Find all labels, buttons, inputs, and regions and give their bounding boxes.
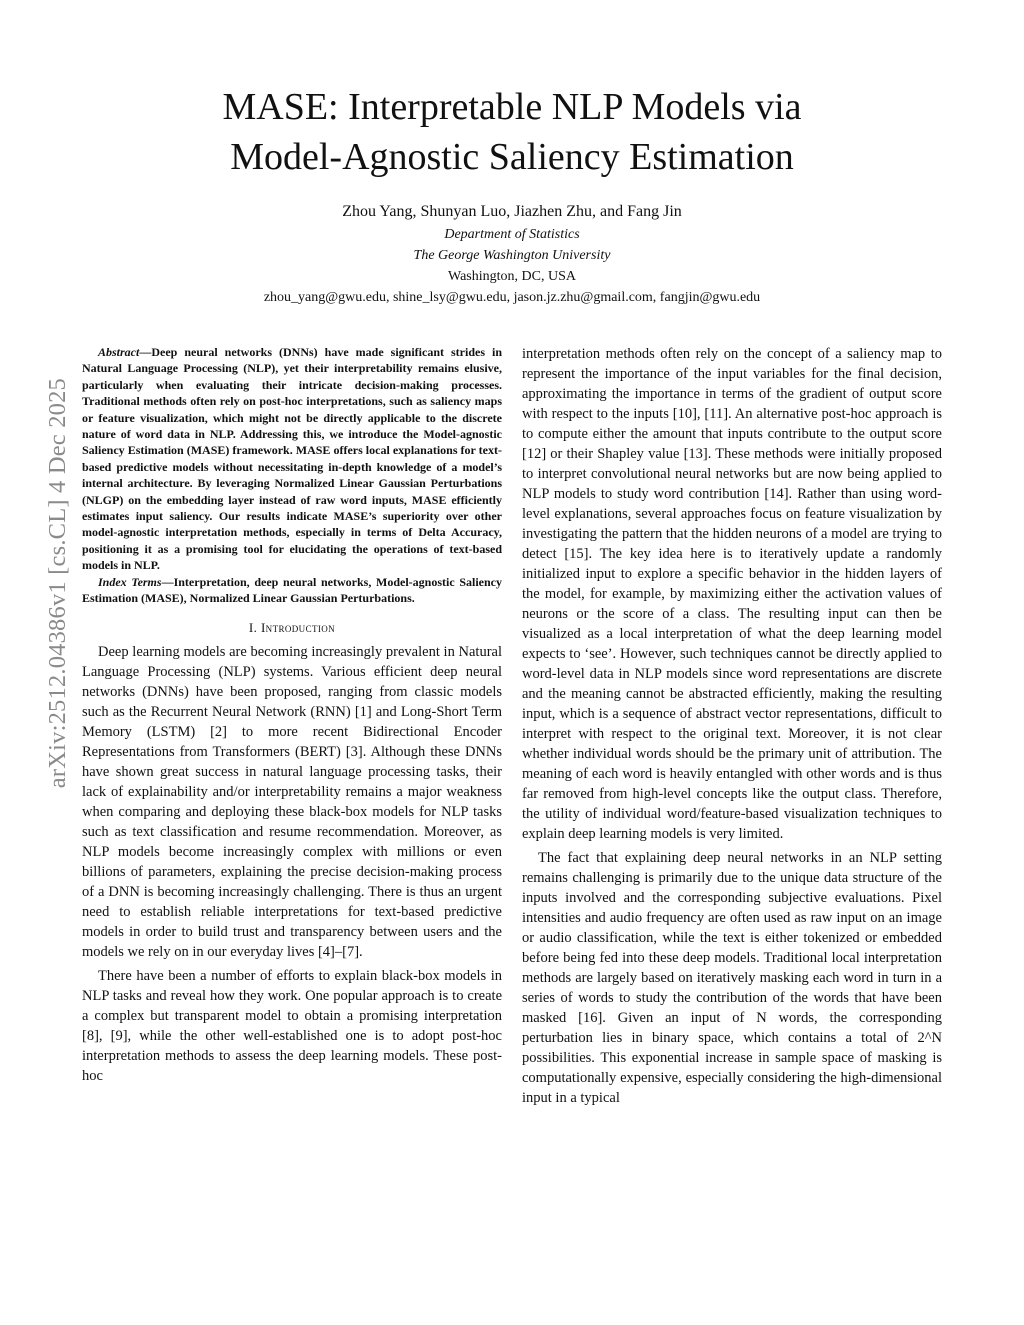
index-terms [82,574,502,607]
author-block [112,200,912,308]
arxiv-stamp [0,0,80,1325]
intro-paragraph: Deep learning models are becoming increasingly prevalent in Natural Language Processing (NLP) systems. Various efficient deep neural networks (DNNs) have been proposed, ranging from classic models such as the Recurrent Neural Network (RNN) [1] and Long-Short Term Memory (LSTM) [2] to more recent Bidirectional Encoder Representations from Transformers (BERT) [3]. Although these DNNs have shown great success in natural language processing tasks, their lack of explainability and/or interpretability remains a major weakness when comparing and deploying these black-box models for NLP tasks such as text classification and resume recommendation. Moreover, as NLP models become increasingly complex with millions or even billions of parameters, explaining the precise decision-making process of a DNN is becoming increasingly challenging. There is thus an urgent need to establish reliable interpretations for text-based predictive models in order to build trust and transparency between users and the models we rely on in our everyday lives [4]–[7]. [82,643,502,960]
body-paragraph: The fact that explaining deep neural networks in an NLP setting remains challenging is primarily due to the unique data structure of the inputs involved and the corresponding subjective evaluations. Pixel intensities and audio frequency are often used as raw input on an image or audio classification, while the text is either tokenized or embedded before being fed into these deep models. Traditional local interpretation methods are largely based on iteratively masking each word in turn in a series of words to study the contribution of the words that have been masked [16]. Given an input of N words, the corresponding perturbation lies in binary space, which contains a total of 2^N possibilities. This exponential increase in sample space of masking is computationally expensive, especially considering the high-dimensional input in a typical [522,850,942,1106]
section-heading-introduction: I. Introduction [248,619,336,635]
arxiv-identifier: arXiv:2512.04386v1 [cs.CL] 4 Dec 2025 [44,378,71,789]
paper-title [112,82,912,182]
department: Department of Statistics [444,227,580,242]
intro-paragraph: There have been a number of efforts to explain black-box models in NLP tasks and reveal how they work. One popular approach is to create a complex but transparent model to obtain a promising interpretation [8], [9], while the other well-established one is to adopt post-hoc interpretation methods to assess the deep learning models. These post-hoc [82,967,502,1084]
title-line-2: Model-Agnostic Saliency Estimation [230,136,794,178]
body-paragraph: interpretation methods often rely on the concept of a saliency map to represent the importance of the input variables for the final decision, approximating the importance in terms of the gradient of output score with respect to the inputs [10], [11]. An alternative post-hoc approach is to compute either the amount that inputs contribute to the output score [12] or their Shapley value [13]. These methods were initially proposed to interpret convolutional neural networks but are now being applied to NLP models to study word contribution [14]. Rather than using word-level explanations, several approaches focus on feature visualization by investigating the pattern that the hidden neurons of a model are trying to detect [15]. The key idea here is to iteratively update a randomly initialized input to explore a specific behavior in the hidden layers of the model, for example, by maximizing either the activation values of neurons or the score of a class. The resulting input can then be visualized as a local interpretation of what the deep learning model expects to ‘see’. However, such techniques cannot be directly applied to word-level data in NLP models since word representations are discrete and the meaning cannot be abstracted efficiently, making the resulting input, which is a sequence of abstract vector representations, difficult to interpret with respect to the original text. Moreover, it is not clear whether individual words should be the primary unit of attribution. The meaning of each word is heavily entangled with other words and is thus far removed from high-level concepts like the output class. Therefore, the utility of individual word/feature-based visualization techniques to explain deep learning models is very limited. [522,346,942,842]
left-column [82,344,502,1086]
author-emails: zhou_yang@gwu.edu, shine_lsy@gwu.edu, jason.jz.zhu@gmail.com, fangjin@gwu.edu [263,290,761,305]
index-terms-label: Index Terms [98,574,162,589]
right-column [522,344,942,1108]
index-terms-text: —Interpretation, deep neural networks, Model-agnostic Saliency Estimation (MASE), Normalized Linear Gaussian Perturbations. [82,574,503,606]
abstract-label: Abstract [98,345,140,359]
location: Washington, DC, USA [448,269,576,284]
university: The George Washington University [413,248,611,263]
abstract [82,344,502,574]
author-names: Zhou Yang, Shunyan Luo, Jiazhen Zhu, and Fang Jin [342,203,682,220]
title-line-1: MASE: Interpretable NLP Models via [222,86,802,128]
abstract-text: —Deep neural networks (DNNs) have made significant strides in Natural Language Processing (NLP), yet their interpretability remains elusive, particularly when evaluating their intricate decision-making processes. Traditional methods often rely on post-hoc interpretations, such as saliency maps or feature visualization, which might not be directly applicable to the discrete nature of word data in NLP. Addressing this, we introduce the Model-agnostic Saliency Estimation (MASE) framework. MASE offers local explanations for text-based predictive models without necessitating in-depth knowledge of a model’s internal architecture. By leveraging Normalized Linear Gaussian Perturbations (NLGP) on the embedding layer instead of raw word inputs, MASE efficiently estimates input saliency. Our results indicate MASE’s superiority over other model-agnostic interpretation methods, especially in terms of Delta Accuracy, positioning it as a promising tool for elucidating the operations of text-based models in NLP. [82,345,502,573]
